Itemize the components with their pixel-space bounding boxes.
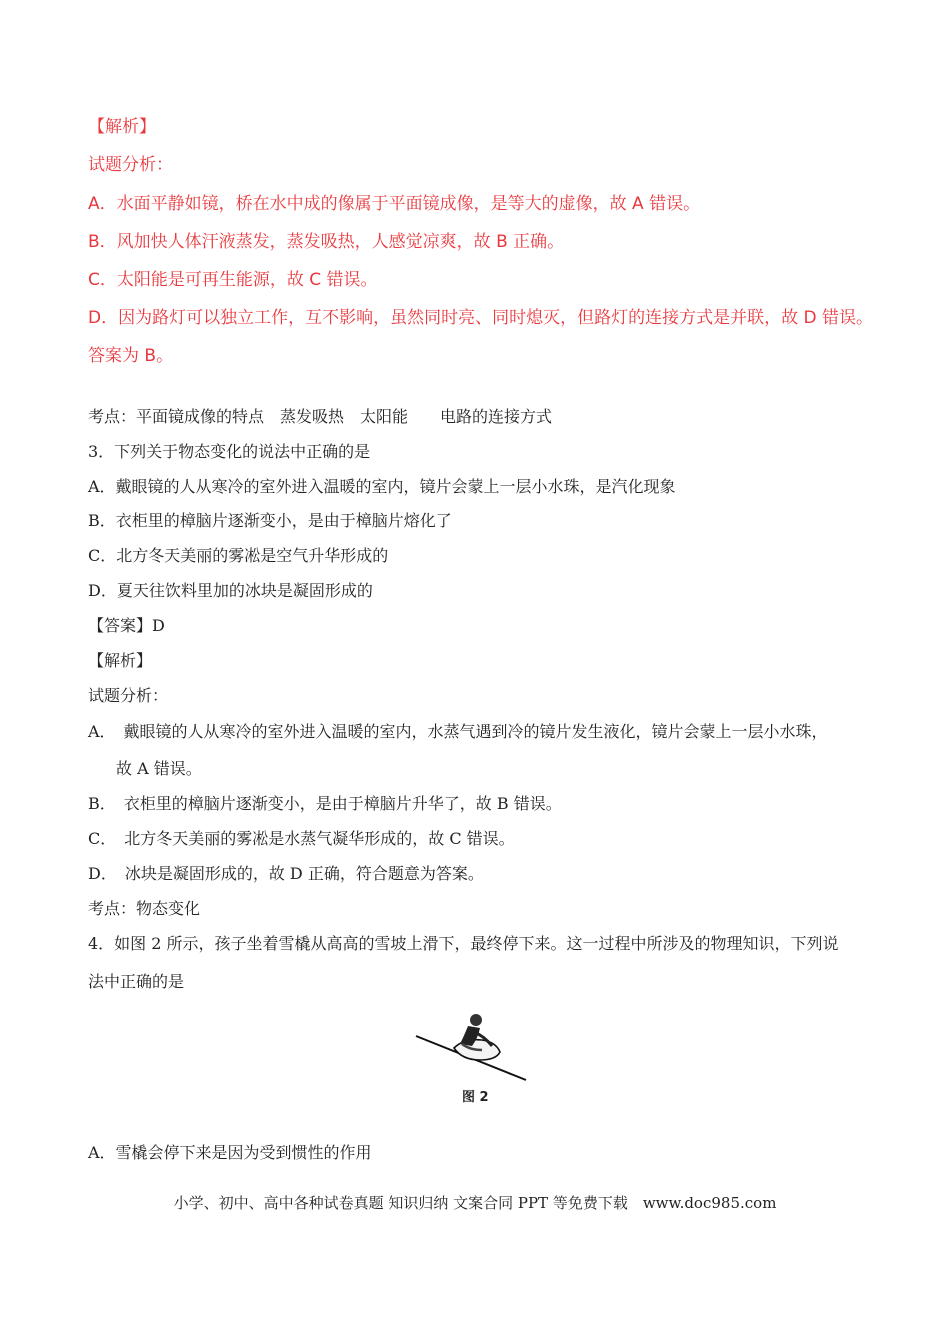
- analysis-line-a: A．水面平静如镜，桥在水中成的像属于平面镜成像，是等大的虚像，故 A 错误。: [88, 194, 701, 214]
- sled-figure: [410, 1010, 535, 1110]
- q3-stem: 3．下列关于物态变化的说法中正确的是: [88, 442, 371, 461]
- q3-option-b: B．衣柜里的樟脑片逐渐变小，是由于樟脑片熔化了: [88, 511, 452, 530]
- analysis-line-b: B．风加快人体汗液蒸发，蒸发吸热，人感觉凉爽，故 B 正确。: [88, 232, 565, 252]
- q3-option-d: D．夏天往饮料里加的冰块是凝固形成的: [88, 581, 373, 600]
- kaodian-1: 考点：平面镜成像的特点 蒸发吸热 太阳能 电路的连接方式: [88, 407, 553, 426]
- q3-analysis-b: B． 衣柜里的樟脑片逐渐变小，是由于樟脑片升华了，故 B 错误。: [88, 794, 562, 813]
- q4-stem-line2: 法中正确的是: [88, 972, 185, 991]
- q3-option-c: C．北方冬天美丽的雾凇是空气升华形成的: [88, 546, 389, 565]
- q3-option-a: A．戴眼镜的人从寒冷的室外进入温暖的室内，镜片会蒙上一层小水珠，是汽化现象: [88, 477, 676, 496]
- analysis-line-c: C．太阳能是可再生能源，故 C 错误。: [88, 270, 378, 290]
- q3-analysis-a-cont: 故 A 错误。: [116, 759, 202, 778]
- q3-analysis-header: 【解析】: [88, 651, 153, 670]
- page-footer: 小学、初中、高中各种试卷真题 知识归纳 文案合同 PPT 等免费下载 www.doc985.com: [173, 1194, 777, 1212]
- analysis-header: 【解析】: [88, 117, 156, 137]
- q4-stem-line1: 4．如图 2 所示，孩子坐着雪橇从高高的雪坡上滑下，最终停下来。这一过程中所涉及的物理知识，下列说: [88, 934, 839, 953]
- child-head: [470, 1014, 482, 1026]
- q4-option-a: A．雪橇会停下来是因为受到惯性的作用: [88, 1143, 372, 1162]
- q3-analysis-d: D． 冰块是凝固形成的，故 D 正确，符合题意为答案。: [88, 864, 484, 883]
- q3-kaodian: 考点：物态变化: [88, 899, 201, 918]
- analysis-answer: 答案为 B。: [88, 346, 174, 366]
- q3-analysis-a: A． 戴眼镜的人从寒冷的室外进入温暖的室内，水蒸气遇到冷的镜片发生液化，镜片会蒙上一层小水珠，: [88, 722, 828, 741]
- analysis-title: 试题分析：: [88, 155, 173, 175]
- analysis-line-d: D．因为路灯可以独立工作，互不影响，虽然同时亮、同时熄灭，但路灯的连接方式是并联，故 D 错误。: [88, 308, 873, 328]
- q3-analysis-title: 试题分析：: [88, 686, 169, 705]
- q3-answer: 【答案】D: [88, 616, 165, 635]
- figure-caption: 图 2: [462, 1090, 489, 1105]
- q3-analysis-c: C． 北方冬天美丽的雾凇是水蒸气凝华形成的，故 C 错误。: [88, 829, 515, 848]
